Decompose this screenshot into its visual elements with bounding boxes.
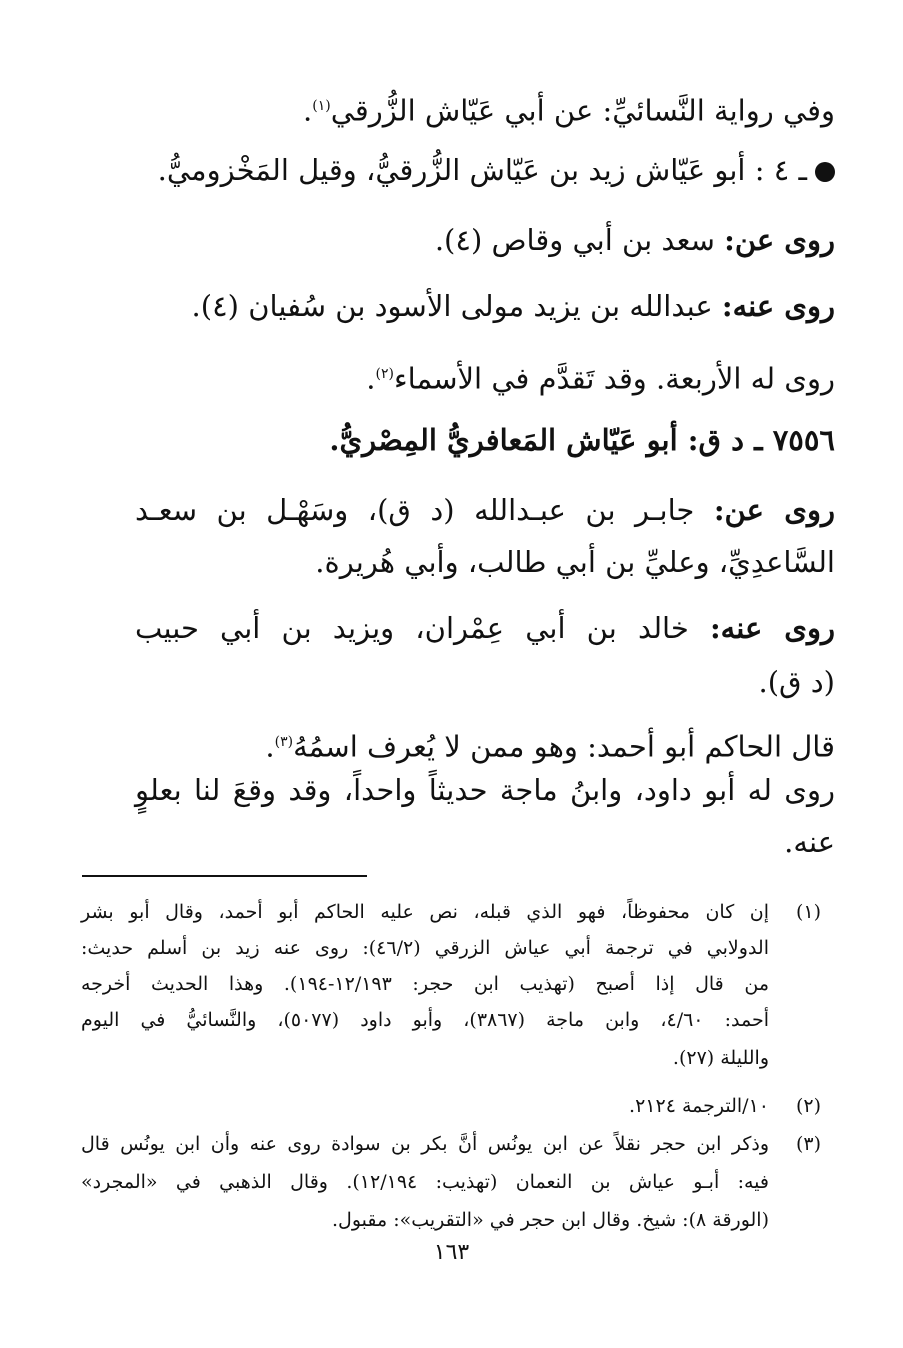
text-line-10: (د ق). <box>758 665 835 699</box>
entry-heading-4: ـ ٤ : أبو عَيّاش زيد بن عَيّاش الزُّرقيُّ، وقيل المَخْزوميُّ. <box>135 150 835 190</box>
text-line-narrated-for: روى له الأربعة. وقد تَقدَّم في الأسماء$^{(٢)}$. <box>366 361 835 396</box>
text-line-12: روى له أبو داود، وابنُ ماجة حديثاً واحداً، وقد وقعَ لنا بعلوٍ <box>135 773 835 807</box>
entry-heading-7556: ٧٥٥٦ ـ د ق: أبو عَيّاش المَعافريُّ المِصْريُّ. <box>329 423 835 457</box>
text-line-1: وفي رواية النَّسائيِّ: عن أبي عَيّاش الزُّرقي$^{(١)}$. <box>303 93 835 128</box>
text-line-11: قال الحاكم أبو أحمد: وهو ممن لا يُعرف اسمُهُ$^{(٣)}$. <box>265 729 835 764</box>
page-number: ١٦٣ <box>433 1240 470 1265</box>
text-line-narrated-from: روى عن: سعد بن أبي وقاص (٤). <box>434 223 835 257</box>
text-line-7: روى عن: جابـر بن عبـدالله (د ق)، وسَهْـل بن سعـد <box>135 493 835 527</box>
text-line-8: السَّاعدِيِّ، وعليِّ بن أبي طالب، وأبي هُريرة. <box>315 545 835 579</box>
footnote-number: (١) <box>795 901 821 923</box>
footnote-ref-1: (١) <box>312 98 331 114</box>
book-page: وفي رواية النَّسائيِّ: عن أبي عَيّاش الزُّرقي$^{(١)}$. ـ ٤ : أبو عَيّاش زيد بن عَيّاش الزُّرقيُّ، وقيل المَخْزوميُّ. روى عن: سعد بن أبي وقاص (٤). روى عنه: عبدالله بن يزيد مولى الأسود بن سُفيان (٤). روى له الأربعة. وقد تَقدَّم في الأسماء$^{(٢)}$. ٧٥٥٦ ـ د ق: أبو عَيّاش المَعافريُّ المِصْريُّ. روى عن: جابـر بن عبـدالله (د ق)، وسَهْـل بن سعـد السَّاعدِيِّ، وعليِّ بن أبي طالب، وأبي هُريرة. روى عنه: خالد بن أبي عِمْران، ويزيد بن أبي حبيب (د ق). قال الحاكم أبو أحمد: وهو ممن لا يُعرف اسمُهُ$^{(٣)}$. روى له أبو داود، وابنُ ماجة حديثاً واحداً، وقد وقعَ لنا بعلوٍ عنه. (١) إن كان محفوظاً، فهو الذي قبله، نص عليه الحاكم أبو أحمد، وقال أبو بشر الدولابي في ترجمة أبي عياش الزرقي (٤٦/٢): روى عنه زيد بن أسلم حديث: من قال إذا أصبح (تهذيب ابن حجر: ١٢/١٩٣-١٩٤). وهذا الحديث أخرجه أحمد: ٤/٦٠، وابن ماجة (٣٨٦٧)، وأبو داود (٥٠٧٧)، والنَّسائيُّ في اليوم والليلة (٢٧). (٢) ١٠/الترجمة ٢١٢٤. (٣) وذكر ابن حجر نقلاً عن ابن يونُس أنَّ بكر بن سوادة روى عنه وأن ابن يونُس قال فيه: أبـو عياش بن النعمان (تهذيب: ١٢/١٩٤). وقال الذهبي في «المجرد» (الورقة ٨): شيخ. وقال ابن حجر في «التقريب»: مقبول. ١٦٣ <box>0 0 903 1348</box>
footnote-ref-3: (٣) <box>274 734 294 750</box>
footnote-number: (٢) <box>795 1095 821 1117</box>
text-line-9: روى عنه: خالد بن أبي عِمْران، ويزيد بن أبي حبيب <box>135 611 835 645</box>
footnote-divider <box>82 875 367 877</box>
footnote-number: (٣) <box>795 1133 821 1155</box>
footnote-ref-2: (٢) <box>375 366 394 382</box>
text-line-13: عنه. <box>784 825 835 859</box>
bullet-dot-icon <box>815 162 835 182</box>
text-line-narrated-by: روى عنه: عبدالله بن يزيد مولى الأسود بن سُفيان (٤). <box>191 289 835 323</box>
